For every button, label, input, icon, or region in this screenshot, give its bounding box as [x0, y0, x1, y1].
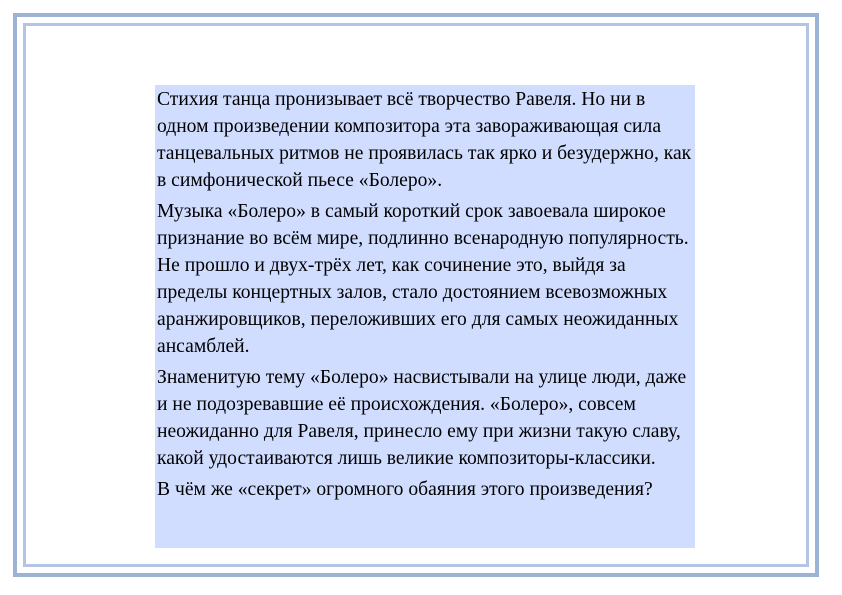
- text-box: [155, 85, 695, 548]
- paragraph-1: Стихия танца пронизывает всё творчество Равеля. Но ни в одном произведении композитора эта завораживающая сила танцевальных ритмов не проявилась так ярко и безудержно, как в симфонической пьесе «Болеро».: [157, 89, 692, 191]
- paragraph-2: Музыка «Болеро» в самый короткий срок завоевала широкое признание во всём мире, подлинно всенародную популярность. Не прошло и двух-трёх лет, как сочинение это, выйдя за пределы концертных залов, стало достоянием всевозможных аранжировщиков, переложивших его для самых неожиданных ансамблей.: [157, 201, 689, 357]
- paragraph-4: В чём же «секрет» огромного обаяния этого произведения?: [157, 479, 653, 501]
- paragraph-3: Знаменитую тему «Болеро» насвистывали на улице люди, даже и не подозревавшие её происхождения. «Болеро», совсем неожиданно для Равеля, принесло ему при жизни такую славу, какой удостаиваются лишь великие композиторы-классики.: [157, 367, 687, 469]
